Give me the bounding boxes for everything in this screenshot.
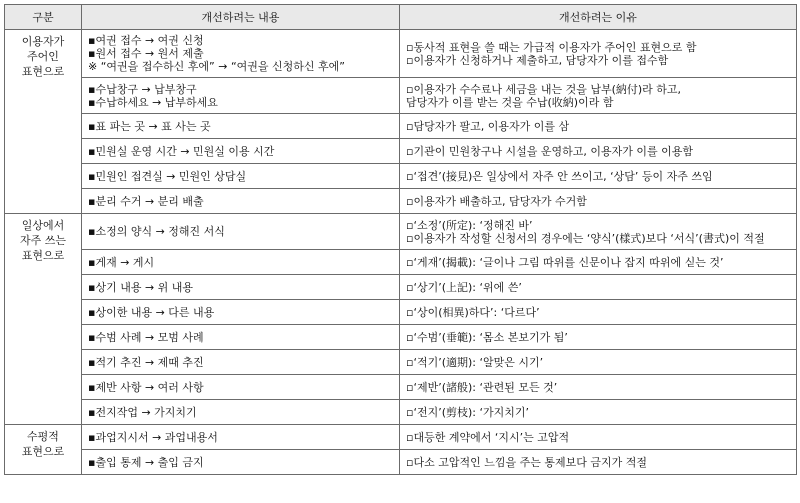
table-row bbox=[5, 164, 797, 189]
before-after-text: ▪게재 → 게시 bbox=[88, 255, 155, 269]
reason-cell bbox=[400, 30, 797, 78]
category-cell bbox=[5, 30, 82, 214]
before-after-cell bbox=[82, 164, 400, 189]
reason-cell bbox=[400, 164, 797, 189]
table-row bbox=[5, 400, 797, 425]
before-after-text: ▪제반 사항 → 여러 사항 bbox=[88, 380, 204, 394]
reason-text: ▫‘게재’(揭載): ‘글이나 그림 따위를 신문이나 잡지 따위에 싣는 것’ bbox=[406, 255, 724, 269]
before-after-text: ▪민원인 접견실 → 민원인 상담실 bbox=[88, 169, 247, 183]
reason-text: ▫기관이 민원창구나 시설을 운영하고, 이용자가 이를 이용함 bbox=[406, 144, 693, 158]
reason-text: ▫담당자가 팔고, 이용자가 이를 삼 bbox=[406, 119, 570, 133]
reason-text: ▫‘상이(相異)하다’: ‘다르다’ bbox=[406, 305, 540, 319]
table-row bbox=[5, 300, 797, 325]
reason-cell bbox=[400, 139, 797, 164]
table-row bbox=[5, 375, 797, 400]
before-after-text: ▪상이한 내용 → 다른 내용 bbox=[88, 305, 215, 319]
before-after-cell bbox=[82, 250, 400, 275]
before-after-text: ▪민원실 운영 시간 → 민원실 이용 시간 bbox=[88, 144, 275, 158]
reason-cell bbox=[400, 250, 797, 275]
category-label: 수평적 표현으로 bbox=[21, 430, 65, 458]
table-row bbox=[5, 139, 797, 164]
before-after-text: ▪분리 수거 → 분리 배출 bbox=[88, 194, 204, 208]
before-after-cell bbox=[82, 450, 400, 475]
reason-cell bbox=[400, 400, 797, 425]
category-cell bbox=[5, 214, 82, 425]
before-after-cell bbox=[82, 325, 400, 350]
table-row bbox=[5, 350, 797, 375]
reason-cell bbox=[400, 189, 797, 214]
before-after-cell bbox=[82, 375, 400, 400]
before-after-text: ▪적기 추진 → 제때 추진 bbox=[88, 355, 204, 369]
before-after-cell bbox=[82, 30, 400, 78]
reason-text: ▫‘소정’(所定): ‘정해진 바’ bbox=[406, 218, 533, 232]
before-after-cell bbox=[82, 425, 400, 450]
before-after-text: ▪소정의 양식 → 정해진 서식 bbox=[88, 225, 225, 238]
reason-cell bbox=[400, 300, 797, 325]
reason-text: ▫‘수범’(垂範): ‘몸소 본보기가 됨’ bbox=[406, 330, 568, 344]
reason-cell bbox=[400, 78, 797, 114]
reason-cell bbox=[400, 214, 797, 250]
before-after-cell bbox=[82, 189, 400, 214]
category-label: 이용자가 주어인 표현으로 bbox=[21, 35, 65, 78]
reason-text: ▫이용자가 수수료나 세금을 내는 것을 납부(納付)라 하고, bbox=[406, 82, 682, 96]
table-row bbox=[5, 78, 797, 114]
table-row bbox=[5, 250, 797, 275]
reason-text: ▫이용자가 배출하고, 담당자가 수거함 bbox=[406, 194, 587, 208]
category-label: 일상에서 자주 쓰는 표현으로 bbox=[19, 219, 66, 262]
table-row bbox=[5, 425, 797, 450]
table-row bbox=[5, 189, 797, 214]
before-after-cell bbox=[82, 78, 400, 114]
category-cell bbox=[5, 425, 82, 475]
before-after-cell bbox=[82, 350, 400, 375]
reason-text: ▫‘제반’(諸般): ‘관련된 모든 것’ bbox=[406, 380, 558, 394]
before-after-text: ▪표 파는 곳 → 표 사는 곳 bbox=[88, 119, 211, 133]
before-after-cell bbox=[82, 114, 400, 139]
before-after-cell bbox=[82, 275, 400, 300]
reason-text: ▫‘상기’(上記): ‘위에 쓴’ bbox=[406, 280, 522, 294]
before-after-text: ▪상기 내용 → 위 내용 bbox=[88, 280, 194, 294]
before-after-text: ▪여권 접수 → 여권 신청 bbox=[88, 34, 204, 47]
reason-text: ▫이용자가 신청하거나 제출하고, 담당자가 이를 접수함 bbox=[406, 53, 669, 67]
header-category: 구분 bbox=[5, 5, 82, 30]
before-after-text: ▪수납하세요 → 납부하세요 bbox=[88, 95, 218, 109]
table-row bbox=[5, 30, 797, 78]
reason-text: ▫‘접견’(接見)은 일상에서 자주 안 쓰이고, ‘상담’ 등이 자주 쓰임 bbox=[406, 169, 713, 183]
header-row bbox=[5, 5, 797, 30]
before-after-text: ▪출입 통제 → 출입 금지 bbox=[88, 455, 204, 469]
table-row bbox=[5, 325, 797, 350]
header-before-after: 개선하려는 내용 bbox=[82, 5, 400, 30]
before-after-cell bbox=[82, 139, 400, 164]
reason-cell bbox=[400, 375, 797, 400]
reason-text: ▫이용자가 작성할 신청서의 경우에는 ‘양식’(樣式)보다 ‘서식’(書式)이 적절 bbox=[406, 231, 765, 245]
reason-cell bbox=[400, 350, 797, 375]
table-row bbox=[5, 450, 797, 475]
reason-text: ▫다소 고압적인 느낌을 주는 통제보다 금지가 적절 bbox=[406, 455, 647, 469]
reason-cell bbox=[400, 325, 797, 350]
before-after-text: ▪전지작업 → 가지치기 bbox=[88, 405, 197, 419]
header-reason: 개선하려는 이유 bbox=[400, 5, 797, 30]
before-after-text: ▪과업지시서 → 과업내용서 bbox=[88, 430, 218, 444]
reason-text: ▫대등한 계약에서 ‘지시’는 고압적 bbox=[406, 430, 570, 444]
before-after-cell bbox=[82, 214, 400, 250]
reason-cell bbox=[400, 275, 797, 300]
table-row bbox=[5, 275, 797, 300]
before-after-text: ※ “여권을 접수하신 후에” → “여권을 신청하신 후에” bbox=[88, 60, 345, 73]
table-body bbox=[5, 30, 797, 475]
before-after-text: ▪수범 사례 → 모범 사례 bbox=[88, 330, 204, 344]
reason-cell bbox=[400, 425, 797, 450]
reason-cell bbox=[400, 450, 797, 475]
before-after-cell bbox=[82, 300, 400, 325]
table-row bbox=[5, 114, 797, 139]
reason-text: ▫‘적기’(適期): ‘알맞은 시기’ bbox=[406, 355, 544, 369]
reason-text: ▫동사적 표현을 쓸 때는 가급적 이용자가 주어인 표현으로 함 bbox=[406, 40, 697, 54]
reason-text: 담당자가 이를 받는 것을 수납(收納)이라 함 bbox=[406, 95, 614, 109]
guideline-table bbox=[4, 4, 797, 475]
before-after-cell bbox=[82, 400, 400, 425]
before-after-text: ▪수납창구 → 납부창구 bbox=[88, 82, 197, 96]
before-after-text: ▪원서 접수 → 원서 제출 bbox=[88, 47, 204, 60]
reason-text: ▫‘전지’(剪枝): ‘가지치기’ bbox=[406, 405, 529, 419]
reason-cell bbox=[400, 114, 797, 139]
table-row bbox=[5, 214, 797, 250]
